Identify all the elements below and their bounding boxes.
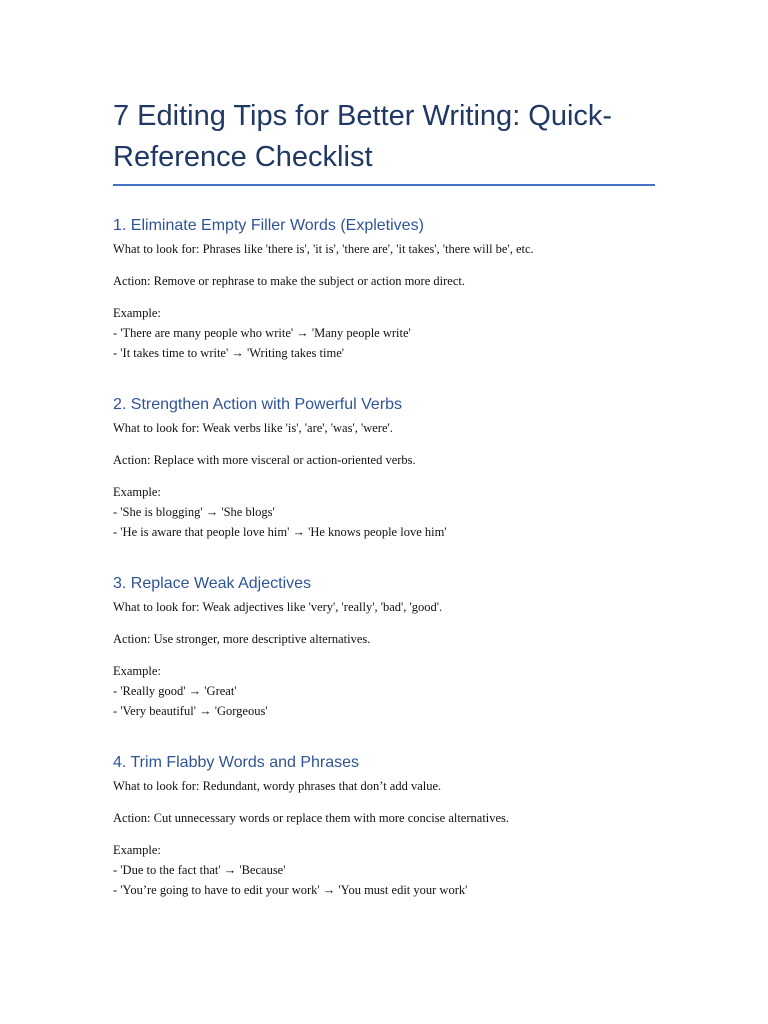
example-block <box>113 840 655 900</box>
example-label: Example: <box>113 843 161 857</box>
title-line-2: Reference Checklist <box>113 141 373 173</box>
example-item: - 'Due to the fact that' → 'Because' <box>113 863 286 877</box>
example-label: Example: <box>113 306 161 320</box>
section-heading: 3. Replace Weak Adjectives <box>113 575 312 592</box>
example-item: - 'She is blogging' → 'She blogs' <box>113 505 275 519</box>
example-block <box>113 303 655 363</box>
page-title <box>113 96 655 178</box>
action-text: Action: Cut unnecessary words or replace them with more concise alternatives. <box>113 811 510 825</box>
look-for-text: What to look for: Weak verbs like 'is', 'are', 'was', 'were'. <box>113 421 393 435</box>
example-item: - 'Really good' → 'Great' <box>113 684 237 698</box>
example-item: - 'There are many people who write' → 'Many people write' <box>113 326 411 340</box>
action-text: Action: Remove or rephrase to make the subject or action more direct. <box>113 274 465 288</box>
tip-section-1 <box>113 215 655 363</box>
action-text: Action: Replace with more visceral or action-oriented verbs. <box>113 453 416 467</box>
example-item: - 'It takes time to write' → 'Writing takes time' <box>113 346 345 360</box>
example-item: - 'You’re going to have to edit your work' → 'You must edit your work' <box>113 883 468 897</box>
example-item: - 'He is aware that people love him' → 'He knows people love him' <box>113 525 447 539</box>
example-label: Example: <box>113 664 161 678</box>
title-line-1: 7 Editing Tips for Better Writing: Quick- <box>113 100 613 132</box>
section-heading: 1. Eliminate Empty Filler Words (Expletives) <box>113 217 424 234</box>
tip-section-2 <box>113 394 655 542</box>
example-label: Example: <box>113 485 161 499</box>
title-underline <box>113 184 655 186</box>
section-heading: 2. Strengthen Action with Powerful Verbs <box>113 396 403 413</box>
example-block <box>113 661 655 721</box>
example-block <box>113 482 655 542</box>
tip-section-3 <box>113 573 655 721</box>
look-for-text: What to look for: Redundant, wordy phrases that don’t add value. <box>113 779 442 793</box>
action-text: Action: Use stronger, more descriptive alternatives. <box>113 632 371 646</box>
look-for-text: What to look for: Phrases like 'there is', 'it is', 'there are', 'it takes', 'there will be', etc. <box>113 242 534 256</box>
tip-section-4 <box>113 752 655 900</box>
look-for-text: What to look for: Weak adjectives like 'very', 'really', 'bad', 'good'. <box>113 600 443 614</box>
example-item: - 'Very beautiful' → 'Gorgeous' <box>113 704 268 718</box>
section-heading: 4. Trim Flabby Words and Phrases <box>113 754 360 771</box>
document-page <box>113 96 655 900</box>
